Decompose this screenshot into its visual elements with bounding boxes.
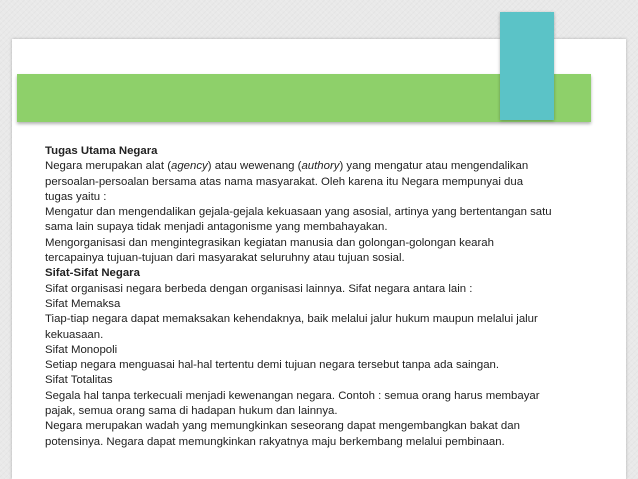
text-line: Sifat Totalitas [45, 374, 113, 387]
text-line: Negara merupakan wadah yang memungkinkan seseorang dapat mengembangkan bakat dan [45, 420, 520, 433]
text-line: potensinya. Negara dapat memungkinkan rakyatnya maju berkembang melalui pembinaan. [45, 435, 505, 448]
text-line: Sifat Monopoli [45, 343, 118, 356]
slide-content [45, 144, 625, 450]
intro-post: ) yang mengatur atau mengendalikan [339, 160, 529, 173]
text-line: Setiap negara menguasai hal-hal tertentu demi tujuan negara tersebut tanpa ada saingan. [45, 359, 500, 372]
text-line: tercapainya tujuan-tujuan dari masyarakat seluruhny atau tujuan sosial. [45, 252, 405, 265]
heading-tugas-utama: Tugas Utama Negara [45, 145, 158, 157]
text-line: Sifat organisasi negara berbeda dengan organisasi lainnya. Sifat negara antara lain : [45, 282, 473, 295]
text-line: Mengatur dan mengendalikan gejala-gejala kekuasaan yang asosial, artinya yang bertentangan satu [45, 206, 552, 219]
intro-mid: ) atau wewenang ( [207, 160, 302, 173]
text-line: kekuasaan. [45, 328, 104, 341]
text-line: persoalan-persoalan bersama atas nama masyarakat. Oleh karena itu Negara mempunyai dua [45, 175, 524, 188]
text-line: Tiap-tiap negara dapat memaksakan kehendaknya, baik melalui jalur hukum maupun melalui jalur [45, 313, 538, 326]
intro-em-agency: agency [171, 160, 208, 173]
text-line: pajak, semua orang sama di hadapan hukum dan lainnya. [45, 405, 338, 418]
intro-pre: Negara merupakan alat ( [45, 160, 171, 173]
intro-em-authory: authory [301, 160, 340, 173]
text-line: Segala hal tanpa terkecuali menjadi kewenangan negara. Contoh : semua orang harus membayar [45, 389, 540, 402]
text-line: sama lain supaya tidak menjadi antagonisme yang membahayakan. [45, 221, 388, 234]
text-line: Mengorganisasi dan mengintegrasikan kegiatan manusia dan golongan-golongan kearah [45, 236, 494, 249]
intro-line [45, 159, 625, 174]
text-line: Sifat Memaksa [45, 297, 121, 310]
heading-sifat-sifat: Sifat-Sifat Negara [45, 267, 140, 280]
accent-tab [500, 12, 554, 120]
text-line: tugas yaitu : [45, 190, 107, 203]
